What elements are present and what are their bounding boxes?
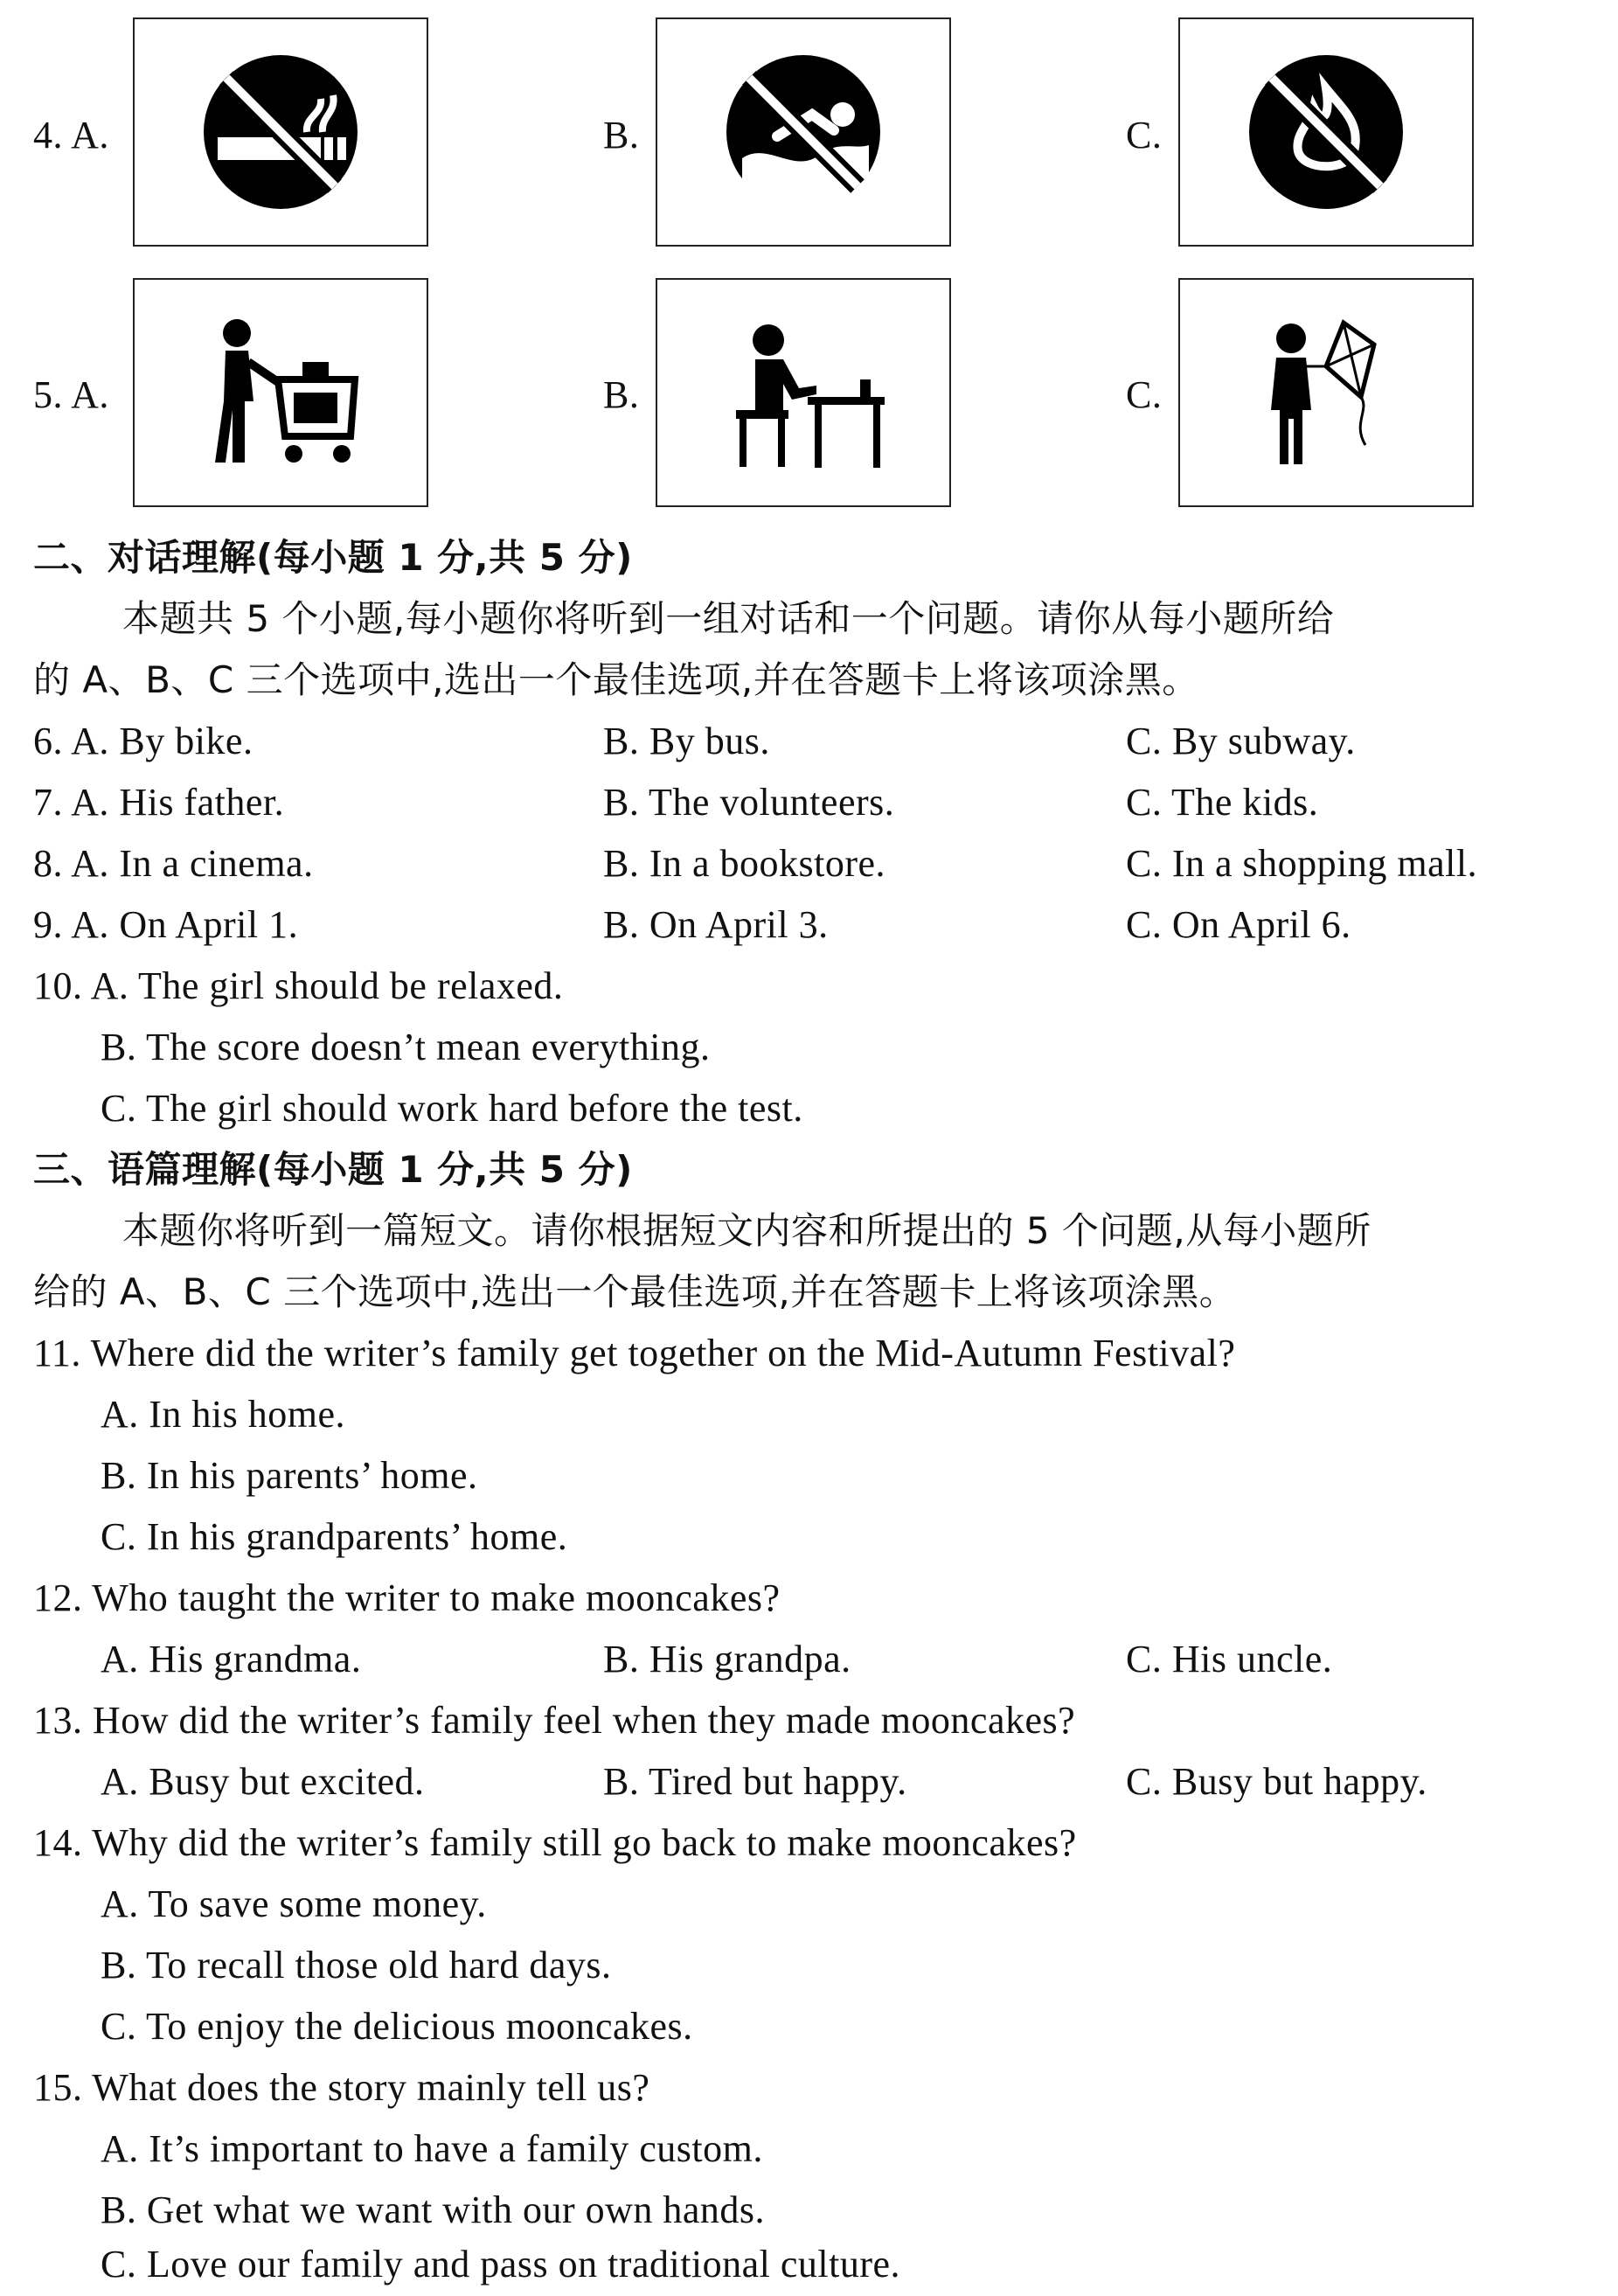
q11-option-a[interactable]: A. In his home. [101,1393,346,1436]
q15-option-a[interactable]: A. It’s important to have a family custom. [101,2127,763,2170]
q9-option-c[interactable]: C. On April 6. [1126,903,1351,946]
q4-option-b-picture[interactable] [656,17,951,247]
q14-question: 14. Why did the writer’s family still go back to make mooncakes? [33,1821,1077,1864]
person-flying-kite-icon [1243,314,1409,471]
no-fire-icon [1247,53,1405,211]
q6-option-c[interactable]: C. By subway. [1126,720,1356,762]
section2-instruction-line2: 的 A、B、C 三个选项中,选出一个最佳选项,并在答题卡上将该项涂黑。 [33,658,1199,701]
q13-option-c[interactable]: C. Busy but happy. [1126,1760,1427,1803]
q12-question: 12. Who taught the writer to make mooncakes? [33,1576,781,1619]
q10-option-b[interactable]: B. The score doesn’t mean everything. [101,1026,711,1068]
q4-number-label: 4. A. [33,114,109,157]
q11-question: 11. Where did the writer’s family get together on the Mid-Autumn Festival? [33,1332,1236,1374]
q13-question: 13. How did the writer’s family feel when they made mooncakes? [33,1699,1076,1742]
no-swimming-icon [725,53,882,211]
q7-option-b[interactable]: B. The volunteers. [603,781,895,824]
q14-option-c[interactable]: C. To enjoy the delicious mooncakes. [101,2005,693,2048]
q15-option-c[interactable]: C. Love our family and pass on traditional culture. [101,2243,901,2286]
q10-option-c[interactable]: C. The girl should work hard before the test. [101,1087,803,1130]
section2-instruction-line1: 本题共 5 个小题,每小题你将听到一组对话和一个问题。请你从每小题所给 [122,597,1335,640]
q11-option-c[interactable]: C. In his grandparents’ home. [101,1515,568,1558]
q13-option-b[interactable]: B. Tired but happy. [603,1760,907,1803]
q15-option-b[interactable]: B. Get what we want with our own hands. [101,2188,766,2231]
q9-option-a[interactable]: 9. A. On April 1. [33,903,299,946]
section3-heading: 三、语篇理解(每小题 1 分,共 5 分) [33,1148,633,1191]
q7-option-a[interactable]: 7. A. His father. [33,781,285,824]
q12-option-a[interactable]: A. His grandma. [101,1638,362,1680]
q9-option-b[interactable]: B. On April 3. [603,903,829,946]
q14-option-b[interactable]: B. To recall those old hard days. [101,1944,612,1986]
section3-instruction-line2: 给的 A、B、C 三个选项中,选出一个最佳选项,并在答题卡上将该项涂黑。 [33,1270,1237,1313]
q5-option-a-picture[interactable] [133,278,428,507]
q13-option-a[interactable]: A. Busy but excited. [101,1760,425,1803]
section2-heading: 二、对话理解(每小题 1 分,共 5 分) [33,536,633,579]
q4-option-a-picture[interactable] [133,17,428,247]
q8-option-b[interactable]: B. In a bookstore. [603,842,886,885]
q4-option-c-picture[interactable] [1178,17,1474,247]
q12-option-b[interactable]: B. His grandpa. [603,1638,851,1680]
q5-number-label: 5. A. [33,373,109,416]
q5-option-b-picture[interactable] [656,278,951,507]
q4-b-label: B. [603,114,640,157]
q6-option-b[interactable]: B. By bus. [603,720,770,762]
q6-option-a[interactable]: 6. A. By bike. [33,720,253,762]
q15-question: 15. What does the story mainly tell us? [33,2066,650,2109]
q4-c-label: C. [1126,114,1163,157]
q5-option-c-picture[interactable] [1178,278,1474,507]
section3-instruction-line1: 本题你将听到一篇短文。请你根据短文内容和所提出的 5 个问题,从每小题所 [122,1209,1371,1252]
q10-option-a[interactable]: 10. A. The girl should be relaxed. [33,964,564,1007]
q5-b-label: B. [603,373,640,416]
q14-option-a[interactable]: A. To save some money. [101,1882,487,1925]
shopping-cart-person-icon [198,314,364,471]
q7-option-c[interactable]: C. The kids. [1126,781,1319,824]
q12-option-c[interactable]: C. His uncle. [1126,1638,1333,1680]
q8-option-a[interactable]: 8. A. In a cinema. [33,842,314,885]
no-smoking-icon [202,53,359,211]
person-writing-at-desk-icon [720,314,886,471]
q8-option-c[interactable]: C. In a shopping mall. [1126,842,1478,885]
q5-c-label: C. [1126,373,1163,416]
q11-option-b[interactable]: B. In his parents’ home. [101,1454,478,1497]
